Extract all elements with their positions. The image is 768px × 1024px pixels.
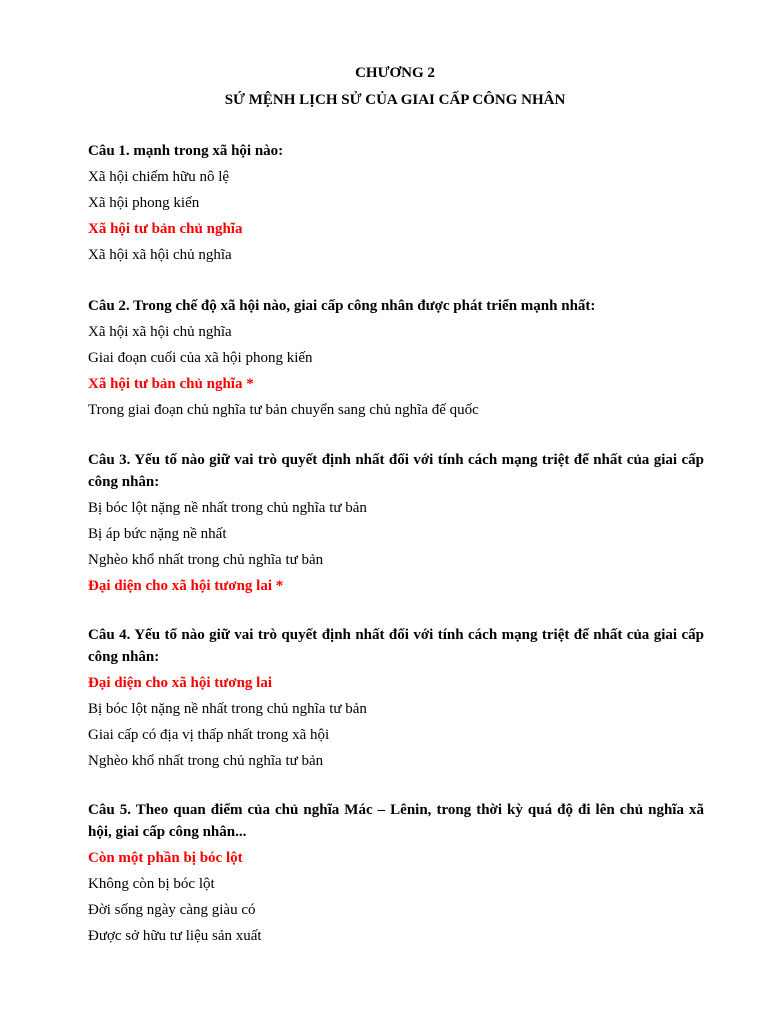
answer-option: Đời sống ngày càng giàu có (88, 902, 256, 918)
answer-option: Trong giai đoạn chủ nghĩa tư bản chuyển sang chủ nghĩa đế quốc (88, 402, 479, 418)
question-5 (88, 799, 704, 952)
question-text: Câu 5. Theo quan điểm của chủ nghĩa Mác – Lênin, trong thời kỳ quá độ đi lên chủ nghĩa xã hội, giai cấp công nhân... (88, 802, 704, 840)
correct-answer-option: Đại diện cho xã hội tương lai (88, 675, 272, 691)
question-text: Câu 1. mạnh trong xã hội nào: (88, 143, 284, 159)
correct-answer-option: Còn một phần bị bóc lột (88, 850, 243, 866)
question-text: Câu 4. Yếu tố nào giữ vai trò quyết định nhất đối với tính cách mạng triệt để nhất của giai cấp công nhân: (88, 627, 704, 665)
answer-option: Xã hội phong kiến (88, 195, 200, 211)
question-text: Câu 2. Trong chế độ xã hội nào, giai cấp công nhân được phát triển mạnh nhất: (88, 298, 596, 314)
answer-option: Bị bóc lột nặng nề nhất trong chủ nghĩa tư bản (88, 701, 367, 717)
answer-option: Không còn bị bóc lột (88, 876, 215, 892)
answer-option: Giai cấp có địa vị thấp nhất trong xã hội (88, 727, 330, 743)
correct-answer-option: Xã hội tư bản chủ nghĩa * (88, 376, 254, 392)
answer-option: Xã hội xã hội chủ nghĩa (88, 324, 232, 340)
question-text: Câu 3. Yếu tố nào giữ vai trò quyết định nhất đối với tính cách mạng triệt để nhất của giai cấp công nhân: (88, 452, 704, 490)
answer-option: Được sở hữu tư liệu sản xuất (88, 928, 262, 944)
answer-option: Nghèo khổ nhất trong chủ nghĩa tư bản (88, 753, 324, 769)
chapter-title: SỨ MỆNH LỊCH SỬ CỦA GIAI CẤP CÔNG NHÂN (224, 92, 566, 108)
answer-option: Giai đoạn cuối của xã hội phong kiến (88, 350, 313, 366)
answer-option: Xã hội xã hội chủ nghĩa (88, 247, 232, 263)
answer-option: Bị áp bức nặng nề nhất (88, 526, 227, 542)
chapter-number: CHƯƠNG 2 (355, 65, 435, 81)
correct-answer-option: Đại diện cho xã hội tương lai * (88, 578, 284, 594)
question-1 (88, 140, 704, 271)
answer-option: Xã hội chiếm hữu nô lệ (88, 169, 230, 185)
question-4 (88, 624, 704, 777)
answer-option: Bị bóc lột nặng nề nhất trong chủ nghĩa tư bản (88, 500, 367, 516)
answer-option: Nghèo khổ nhất trong chủ nghĩa tư bản (88, 552, 324, 568)
question-3 (88, 449, 704, 602)
correct-answer-option: Xã hội tư bản chủ nghĩa (88, 221, 243, 237)
question-2 (88, 295, 704, 426)
